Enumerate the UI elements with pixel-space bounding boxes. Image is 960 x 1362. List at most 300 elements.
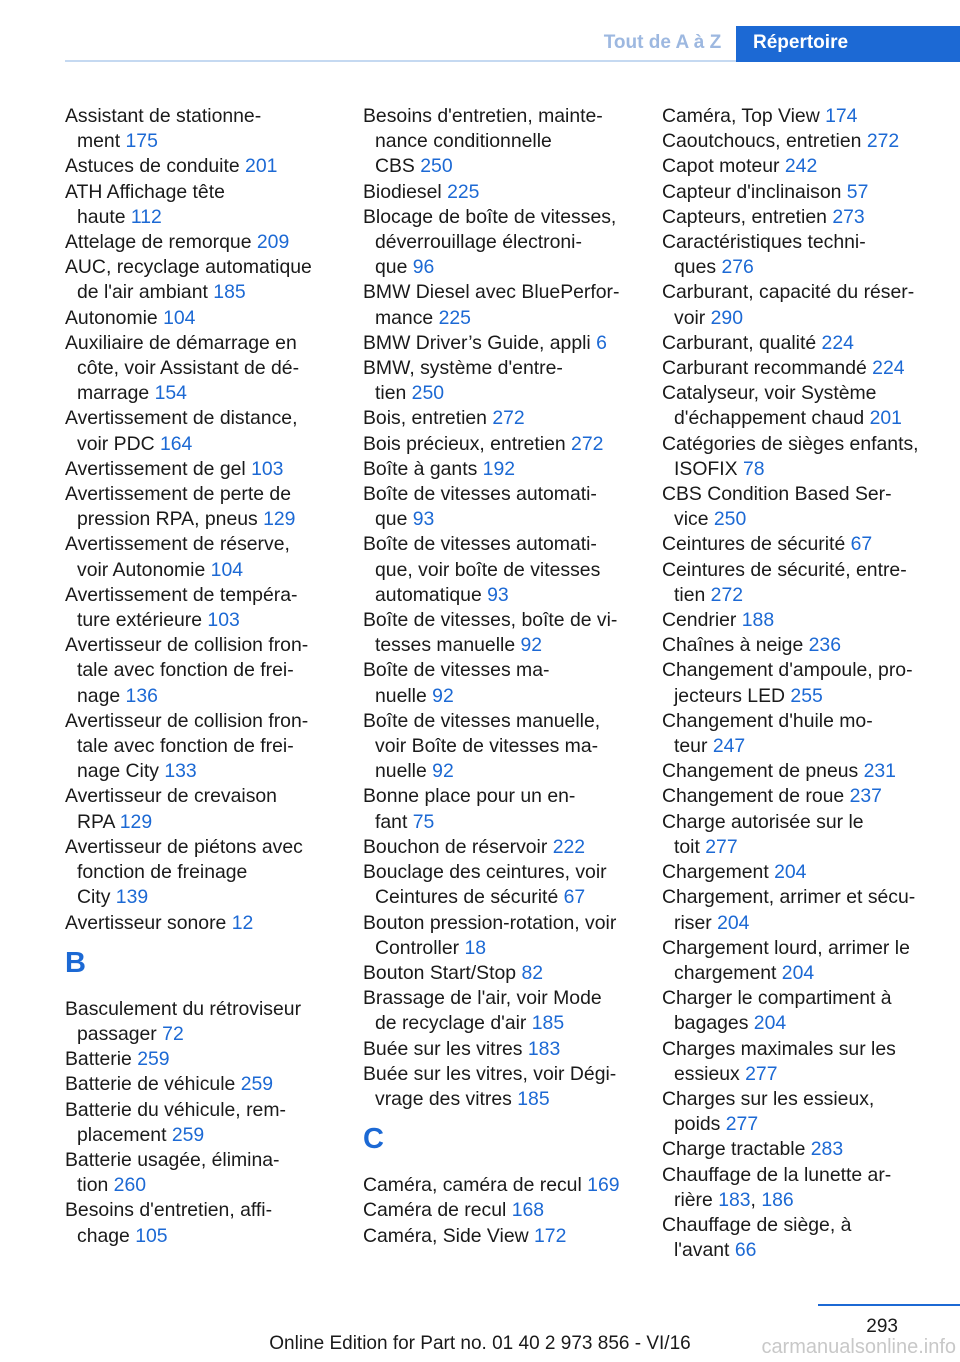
index-entry [662,986,958,1036]
index-entry [65,255,357,305]
entry-term: Avertisseur de crevaison [65,785,277,808]
entry-term: Brassage de l'air, voir Mode [363,987,602,1010]
entry-term: Batterie du véhicule, rem- [65,1098,286,1121]
entry-continuation: voir Autonomie [77,558,206,581]
entry-term: Avertisseur sonore [65,911,227,934]
page-link[interactable]: 272 [571,432,604,455]
entry-term: Cendrier [662,609,737,632]
index-entry [65,457,357,482]
index-entry [662,129,958,154]
watermark: carmanualsonline.info [761,1336,956,1358]
index-entry [662,558,958,608]
entry-term: Boîte de vitesses automati- [363,483,597,506]
index-entry [662,356,958,381]
entry-term: Bouchon de réservoir [363,835,548,858]
page-link[interactable]: 273 [832,205,865,228]
entry-term: Boîte de vitesses automati- [363,533,597,556]
page-number: 293 [866,1316,898,1337]
index-entry [363,406,655,431]
index-entry [363,1173,655,1198]
entry-term: Basculement du rétroviseur [65,997,302,1020]
index-entry [662,180,958,205]
entry-term: Boîte de vitesses ma- [363,659,550,682]
entry-continuation: RPA [77,810,115,833]
page-link[interactable]: 247 [712,735,746,758]
page-number-rule [818,1304,960,1306]
page-link[interactable]: 183 [718,1188,751,1211]
entry-term: Capteurs, entretien [662,205,827,228]
entry-continuation: de recyclage d'air [375,1012,527,1035]
entry-continuation: nance conditionnelle [375,130,552,153]
entry-term: Avertisseur de piétons avec [65,835,303,858]
index-entry [363,1037,655,1062]
index-entry [662,936,958,986]
page-link[interactable]: 204 [753,1012,787,1035]
entry-continuation: l'avant [674,1239,730,1262]
page-link[interactable]: 154 [154,382,187,405]
page-link[interactable]: 201 [245,155,278,178]
entry-term: Avertissement de distance, [65,407,298,430]
index-entry [65,1098,357,1148]
page-link[interactable]: 237 [849,785,882,808]
entry-continuation: riser [674,911,712,934]
page-link[interactable]: 66 [734,1239,757,1262]
index-entry [662,104,958,129]
index-entry [363,356,655,406]
page-link[interactable]: 82 [521,961,544,984]
page-link[interactable]: 277 [745,1062,778,1085]
entry-term: Changement d'huile mo- [662,709,873,732]
index-entry [662,1037,958,1087]
page-link[interactable]: 185 [517,1087,550,1110]
entry-term: Biodiesel [363,180,442,203]
index-entry [363,432,655,457]
index-entry [65,532,357,582]
page-link[interactable]: 112 [130,205,162,228]
index-entry [65,180,357,230]
index-entry [363,104,655,180]
entry-continuation: chargement [674,961,777,984]
page-link[interactable]: 169 [587,1174,620,1197]
edition-footer: Online Edition for Part no. 01 40 2 973 856 - VI/16 [269,1333,691,1354]
tab-repertoire[interactable]: Répertoire [736,26,960,62]
entry-term: Caméra de recul [363,1199,507,1222]
page-link[interactable]: 185 [213,281,246,304]
page-link[interactable]: 139 [115,886,149,909]
page-link[interactable]: 259 [240,1073,274,1096]
entry-continuation: nuelle [375,760,427,783]
page-link[interactable]: 259 [137,1048,170,1071]
entry-continuation: tien [375,382,407,405]
entry-term: Autonomie [65,306,158,329]
entry-continuation: tion [77,1174,109,1197]
entry-term: Chauffage de la lunette ar- [662,1163,892,1186]
page-link[interactable]: 185 [531,1012,565,1035]
index-entry [363,658,655,708]
entry-term: Bois précieux, entretien [363,432,566,455]
entry-term: Catalyseur, voir Système [662,382,877,405]
index-entry [65,1148,357,1198]
page-link[interactable]: 164 [159,432,193,455]
entry-continuation: voir [674,306,706,329]
index-entry [662,784,958,809]
entry-continuation: vice [674,508,709,531]
entry-term: Batterie de véhicule [65,1073,236,1096]
page-link[interactable]: 78 [742,457,765,480]
entry-continuation: rière [674,1188,713,1211]
index-entry [363,784,655,834]
entry-term: Avertissement de gel [65,457,246,480]
entry-term: Buée sur les vitres [363,1037,523,1060]
entry-term: Carburant recommandé [662,357,867,380]
section-letter: C [363,1123,384,1156]
entry-continuation: que [375,508,408,531]
page-link[interactable]: 277 [705,835,738,858]
index-entry [662,860,958,885]
index-entry [662,1137,958,1162]
entry-term: Besoins d'entretien, affi- [65,1199,273,1222]
page-link[interactable]: 277 [725,1113,759,1136]
entry-term: Bouclage des ceintures, voir [363,861,607,884]
page-link[interactable]: 255 [790,684,823,707]
entry-continuation: automatique [375,583,482,606]
page-link[interactable]: 18 [464,936,487,959]
index-entry [65,835,357,911]
entry-term: Chargement, arrimer et sécu- [662,886,916,909]
page-link[interactable]: 104 [210,558,244,581]
page-link[interactable]: 225 [447,180,480,203]
entry-term: Chargement [662,861,769,884]
entry-continuation: jecteurs LED [674,684,786,707]
index-entry [662,381,958,431]
entry-continuation: vrage des vitres [375,1087,512,1110]
index-entry [662,154,958,179]
index-entry [65,306,357,331]
entry-continuation: de l'air ambiant [77,281,208,304]
entry-term: Chaînes à neige [662,634,804,657]
index-entry [363,1062,655,1112]
page-link[interactable]: 92 [432,684,454,707]
index-entry [662,1213,958,1263]
index-entry [65,482,357,532]
page-link[interactable]: 259 [171,1123,205,1146]
page-link[interactable]: 168 [511,1199,545,1222]
entry-continuation: Ceintures de sécurité [375,886,559,909]
page-link[interactable]: 92 [520,634,543,657]
entry-continuation: toit [674,835,700,858]
entry-term: Batterie usagée, élimina- [65,1148,280,1171]
entry-term: Charger le compartiment à [662,987,892,1010]
entry-term: Ceintures de sécurité, entre- [662,558,907,581]
entry-term: Avertissement de perte de [65,483,291,506]
page-link[interactable]: 272 [492,407,525,430]
page-link[interactable]: 75 [412,810,435,833]
index-entry [662,331,958,356]
entry-term: Astuces de conduite [65,155,240,178]
index-entry [363,457,655,482]
entry-continuation: voir Boîte de vitesses ma- [375,735,599,758]
entry-term: Auxiliaire de démarrage en [65,331,297,354]
entry-continuation: nage City [77,760,159,783]
entry-term: CBS Condition Based Ser- [662,483,892,506]
entry-term: Changement de roue [662,785,845,808]
index-entry [65,911,357,936]
page-link[interactable]: 12 [231,911,254,934]
entry-term: Avertisseur de collision fron- [65,634,309,657]
entry-continuation: que, voir boîte de vitesses [375,558,601,581]
entry-term: Attelage de remorque [65,231,252,254]
index-entry [662,633,958,658]
index-entry [662,1087,958,1137]
index-entry [363,709,655,785]
entry-term: ATH Affichage tête [65,180,225,203]
entry-continuation: ment [77,130,121,153]
entry-term: Avertissement de tempéra- [65,583,298,606]
tab-tout-de-a-a-z[interactable]: Tout de A à Z [603,32,722,53]
entry-term: Ceintures de sécurité [662,533,846,556]
index-column-3 [662,104,958,1263]
page-link[interactable]: 192 [482,457,516,480]
page-link[interactable]: 250 [420,155,453,178]
entry-continuation: nage [77,684,121,707]
entry-term: Capteur d'inclinaison [662,180,842,203]
entry-term: Carburant, qualité [662,331,817,354]
entry-continuation: ques [674,256,717,279]
index-entry [65,997,357,1047]
entry-term: Catégories de sièges enfants, [662,432,919,455]
page-link[interactable]: 250 [411,382,445,405]
index-entry [65,230,357,255]
page-link[interactable]: 67 [563,886,586,909]
entry-continuation: déverrouillage électroni- [375,231,582,254]
page-link[interactable]: 250 [713,508,747,531]
page-link[interactable]: 104 [163,306,196,329]
entry-term: Caoutchoucs, entretien [662,130,862,153]
entry-continuation: poids [674,1113,721,1136]
entry-term: Charges maximales sur les [662,1037,896,1060]
index-entry [662,280,958,330]
page-link[interactable]: 201 [869,407,902,430]
index-entry [65,331,357,407]
index-entry [65,709,357,785]
page-link[interactable]: 224 [821,331,854,354]
index-entry [65,633,357,709]
index-entry [662,709,958,759]
entry-continuation: City [77,886,111,909]
index-entry [363,911,655,961]
entry-continuation: tale avec fonction de frei- [77,659,294,682]
entry-term: Bonne place pour un en- [363,785,576,808]
entry-continuation: voir PDC [77,432,155,455]
entry-term: Charge tractable [662,1138,806,1161]
page-link[interactable]: 174 [825,105,858,127]
entry-continuation: ISOFIX [674,457,738,480]
index-entry [363,532,655,608]
entry-term: Caméra, Top View [662,105,820,127]
entry-continuation: côte, voir Assistant de dé- [77,357,300,380]
index-entry [662,432,958,482]
page-link[interactable]: 204 [717,911,750,934]
index-entry [662,205,958,230]
index-entry [65,784,357,834]
entry-term: Bouton Start/Stop [363,961,517,984]
page-link[interactable]: 67 [850,533,873,556]
page-link[interactable]: 186 [761,1188,794,1211]
index-entry [65,1047,357,1072]
page-link[interactable]: 129 [263,508,296,531]
index-entry [65,406,357,456]
entry-continuation: bagages [674,1012,749,1035]
entry-term: Capot moteur [662,155,780,178]
entry-term: Carburant, capacité du réser- [662,281,915,304]
index-entry [363,1198,655,1223]
page-link[interactable]: 103 [251,457,284,480]
entry-term: Boîte de vitesses, boîte de vi- [363,609,618,632]
entry-term: BMW Diesel avec BluePerfor- [363,281,620,304]
page-link[interactable]: 224 [872,357,905,380]
index-entry [662,759,958,784]
page-link[interactable]: 204 [781,961,815,984]
entry-continuation: Controller [375,936,460,959]
entry-term: Blocage de boîte de vitesses, [363,205,617,228]
entry-continuation: fonction de freinage [77,861,248,884]
entry-continuation: chage [77,1224,130,1247]
entry-continuation: haute [77,205,126,228]
index-entry [65,583,357,633]
entry-term: Avertissement de réserve, [65,533,290,556]
index-entry [65,154,357,179]
index-entry [662,810,958,860]
entry-term: Avertisseur de collision fron- [65,709,309,732]
index-column-2 [363,104,655,1249]
page-link[interactable]: 175 [125,130,158,153]
entry-continuation: tesses manuelle [375,634,516,657]
page-link[interactable]: 209 [256,231,290,254]
page-link[interactable]: 93 [412,508,435,531]
entry-continuation: ture extérieure [77,609,203,632]
page-link[interactable]: 231 [863,760,896,783]
entry-term: Caractéristiques techni- [662,231,866,254]
index-entry [662,885,958,935]
page-link[interactable]: 96 [412,256,435,279]
entry-continuation: marrage [77,382,150,405]
entry-term: Boîte à gants [363,457,478,480]
index-entry [363,180,655,205]
entry-term: AUC, recyclage automatique [65,256,312,279]
page-link[interactable]: 276 [721,256,754,279]
entry-term: Boîte de vitesses manuelle, [363,709,601,732]
page-link[interactable]: 188 [741,609,775,632]
entry-term: Changement d'ampoule, pro- [662,659,913,682]
index-entry [65,1198,357,1248]
index-entry [65,104,357,154]
index-entry [662,658,958,708]
page-link[interactable]: 272 [866,130,900,153]
index-entry [662,230,958,280]
entry-continuation: que [375,256,408,279]
page-link[interactable]: 92 [432,760,454,783]
page-link[interactable]: 129 [119,810,153,833]
page-link[interactable]: 136 [125,684,158,707]
page-link[interactable]: 57 [846,180,869,203]
entry-continuation: pression RPA, pneus [77,508,258,531]
index-entry [363,1224,655,1249]
entry-term: Assistant de stationne- [65,105,262,127]
entry-continuation: passager [77,1022,157,1045]
index-entry [65,1072,357,1097]
page-link[interactable]: 242 [784,155,818,178]
entry-continuation: tale avec fonction de frei- [77,735,294,758]
page-link[interactable]: 204 [774,861,807,884]
entry-term: Chargement lourd, arrimer le [662,936,910,959]
entry-term: Caméra, caméra de recul [363,1174,582,1197]
entry-continuation: d'échappement chaud [674,407,865,430]
index-entry [363,331,655,356]
index-entry [662,608,958,633]
index-entry [363,835,655,860]
index-entry [363,961,655,986]
entry-term: BMW, système d'entre- [363,357,563,380]
index-entry [363,482,655,532]
entry-term: Changement de pneus [662,760,859,783]
index-entry [363,986,655,1036]
page-link[interactable]: 183 [527,1037,561,1060]
entry-term: Buée sur les vitres, voir Dégi- [363,1062,617,1085]
entry-continuation: mance [375,306,434,329]
page-link[interactable]: 105 [135,1224,168,1247]
index-entry [662,532,958,557]
section-letter: B [65,946,86,979]
page-link[interactable]: 290 [710,306,743,329]
entry-term: Bois, entretien [363,407,487,430]
page-link[interactable]: 225 [438,306,471,329]
page-link[interactable]: 283 [810,1138,844,1161]
page-link[interactable]: 72 [162,1022,184,1045]
page-link[interactable]: 172 [534,1224,567,1247]
entry-term: Charge autorisée sur le [662,810,864,833]
page-link[interactable]: 133 [164,760,197,783]
entry-continuation: placement [77,1123,167,1146]
page-link[interactable]: 103 [207,609,240,632]
entry-term: Besoins d'entretien, mainte- [363,105,603,127]
index-entry [363,205,655,281]
page-link[interactable]: 272 [710,583,744,606]
entry-term: Chauffage de siège, à [662,1213,852,1236]
entry-continuation: CBS [375,155,415,178]
index-entry: Chauffage de la lunette ar- rière 183, 186 [662,1163,892,1211]
entry-term: Caméra, Side View [363,1224,529,1247]
entry-term: BMW Driver’s Guide, appli [363,331,591,354]
index-entry [363,860,655,910]
page-link[interactable]: 222 [552,835,586,858]
index-entry [363,280,655,330]
index-entry [662,482,958,532]
page-link[interactable]: 93 [487,583,509,606]
entry-continuation: essieux [674,1062,740,1085]
entry-continuation: nuelle [375,684,427,707]
page-link[interactable]: 6 [596,331,607,354]
page-link[interactable]: 260 [113,1174,147,1197]
entry-term: Bouton pression-rotation, voir [363,911,617,934]
page-link[interactable]: 236 [808,634,841,657]
entry-continuation: fant [375,810,408,833]
entry-continuation: teur [674,735,708,758]
entry-continuation: tien [674,583,706,606]
index-entry [363,608,655,658]
entry-term: Charges sur les essieux, [662,1087,875,1110]
index-column-1 [65,104,357,1249]
entry-term: Batterie [65,1048,132,1071]
